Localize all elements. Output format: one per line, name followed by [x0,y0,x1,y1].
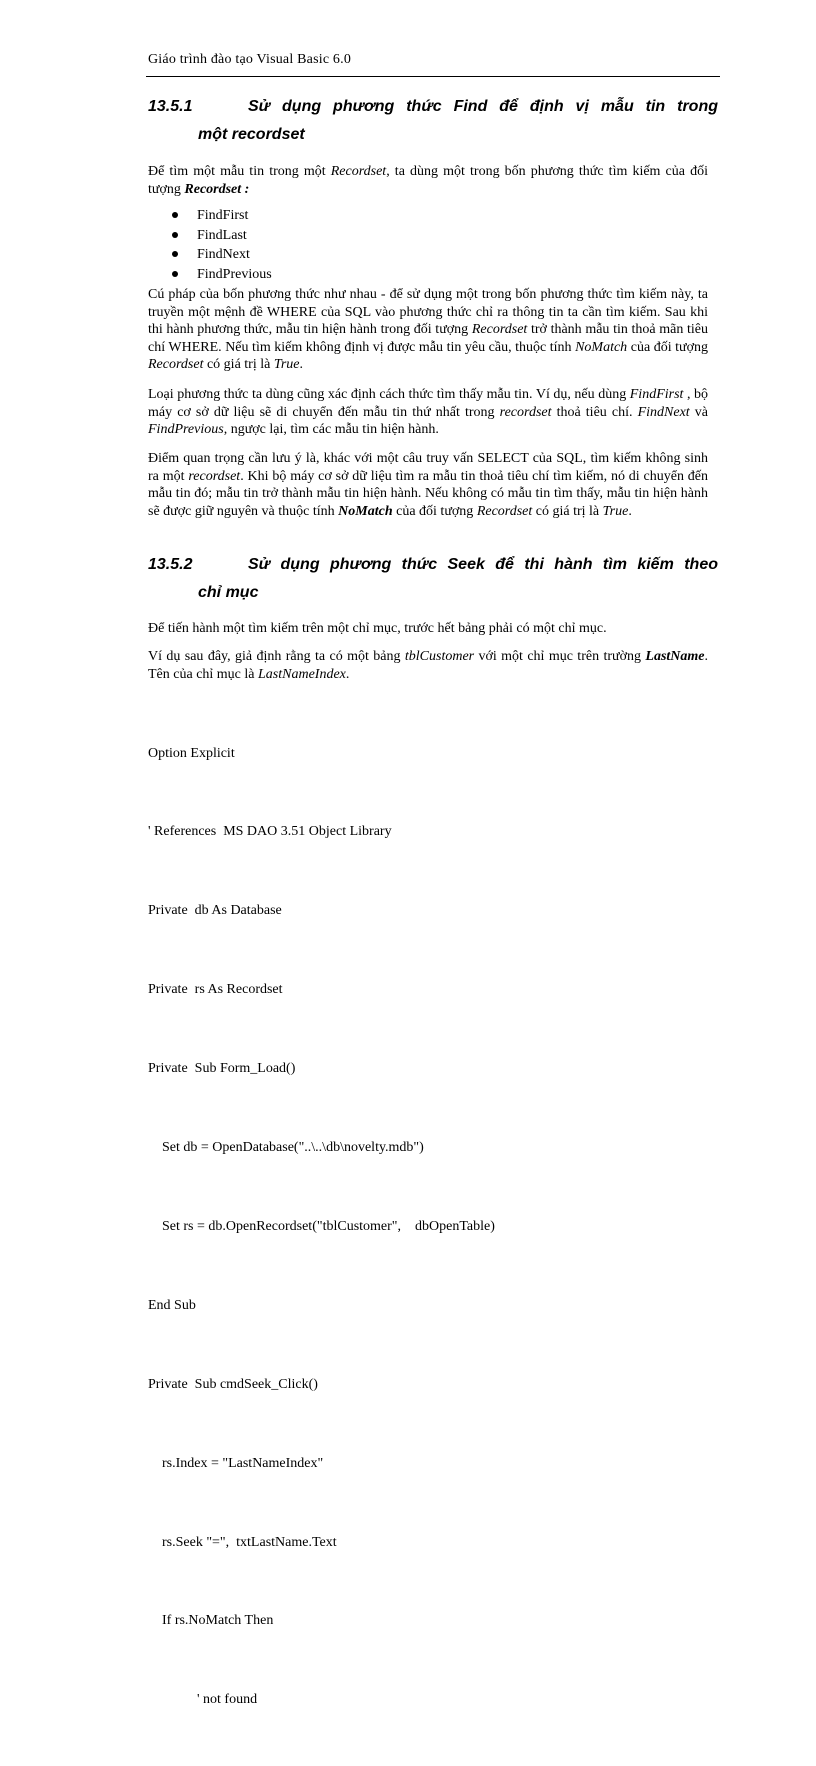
code-line: ' References MS DAO 3.51 Object Library [148,824,392,840]
code-listing [148,688,495,1766]
code-line: Set db = OpenDatabase("..\..\db\novelty.mdb") [148,1140,424,1156]
code-line: rs.Index = "LastNameIndex" [148,1455,324,1471]
code-line: Private db As Database [148,903,282,919]
code-line: Private rs As Recordset [148,982,283,998]
code-line: Set rs = db.OpenRecordset("tblCustomer", dbOpenTable) [148,1218,495,1234]
header-divider [146,76,720,77]
list-item: FindNext [172,245,272,265]
section-heading-13-5-2 [148,551,718,607]
code-line: If rs.NoMatch Then [148,1613,274,1629]
running-header: Giáo trình đào tạo Visual Basic 6.0 [148,52,352,67]
list-item: FindLast [172,226,272,246]
section-title-line2: chỉ mục [198,584,259,601]
list-item: FindFirst [172,206,272,226]
find-methods-list [172,206,272,284]
intro-paragraph: Để tìm một mẫu tin trong một Recordset, ta dùng một trong bốn phương thức tìm kiếm của đối tượng Recordset : [148,164,708,197]
code-line: Private Sub Form_Load() [148,1061,296,1077]
code-line: End Sub [148,1297,196,1313]
code-line: Private Sub cmdSeek_Click() [148,1376,318,1392]
section-number: 13.5.2 [148,556,193,573]
syntax-paragraph: Cú pháp của bốn phương thức như nhau - để sử dụng một trong bốn phương thức tìm kiếm này, ta truyền một mệnh đề WHERE của SQL vào phương thức chỉ ra thông tin ta cần tìm kiếm. Sau khi thi hành phương thức, mẫu tin hiện hành trong đối tượng Recordset trở thành mẫu tin thoả mãn tiêu chí WHERE. Nếu tìm kiếm không định vị được mẫu tin yêu cầu, thuộc tính NoMatch của đối tượng Recordset có giá trị là True. [148,287,709,372]
method-type-paragraph: Loại phương thức ta dùng cũng xác định cách thức tìm thấy mẫu tin. Ví dụ, nếu dùng FindFirst , bộ máy cơ sở dữ liệu sẽ di chuyển đến mẫu tin thứ nhất trong recordset thoả tiêu chí. FindNext và FindPrevious, ngược lại, tìm các mẫu tin hiện hành. [148,387,709,437]
section-title-line2: một recordset [198,126,305,143]
section-title-line1: Sử dụng phương thức Find để định vị mẫu tin trong [248,98,718,115]
code-line: rs.Seek "=", txtLastName.Text [148,1534,337,1550]
section-title-line1: Sử dụng phương thức Seek để thi hành tìm kiếm theo [248,556,718,573]
seek-intro-paragraph: Để tiến hành một tìm kiếm trên một chỉ mục, trước hết bảng phải có một chỉ mục. [148,621,607,636]
important-note-paragraph: Điểm quan trọng cần lưu ý là, khác với một câu truy vấn SELECT của SQL, tìm kiếm không sinh ra một recordset. Khi bộ máy cơ sở dữ liệu tìm ra mẫu tin thoả tiêu chí tìm kiếm, nó di chuyển đến mẫu tin đó; mẫu tin trở thành mẫu tin hiện hành. Nếu không có mẫu tin tìm thấy, mẫu tin hiện hành sẽ được giữ nguyên và thuộc tính NoMatch của đối tượng Recordset có giá trị là True. [148,451,708,519]
list-item: FindPrevious [172,265,272,285]
section-heading-13-5-1 [148,93,718,149]
section-number: 13.5.1 [148,98,193,115]
code-line: Option Explicit [148,745,235,761]
example-paragraph: Ví dụ sau đây, giả định rằng ta có một bảng tblCustomer với một chỉ mục trên trường LastName. Tên của chỉ mục là LastNameIndex. [148,649,708,682]
code-line: ' not found [148,1692,258,1708]
